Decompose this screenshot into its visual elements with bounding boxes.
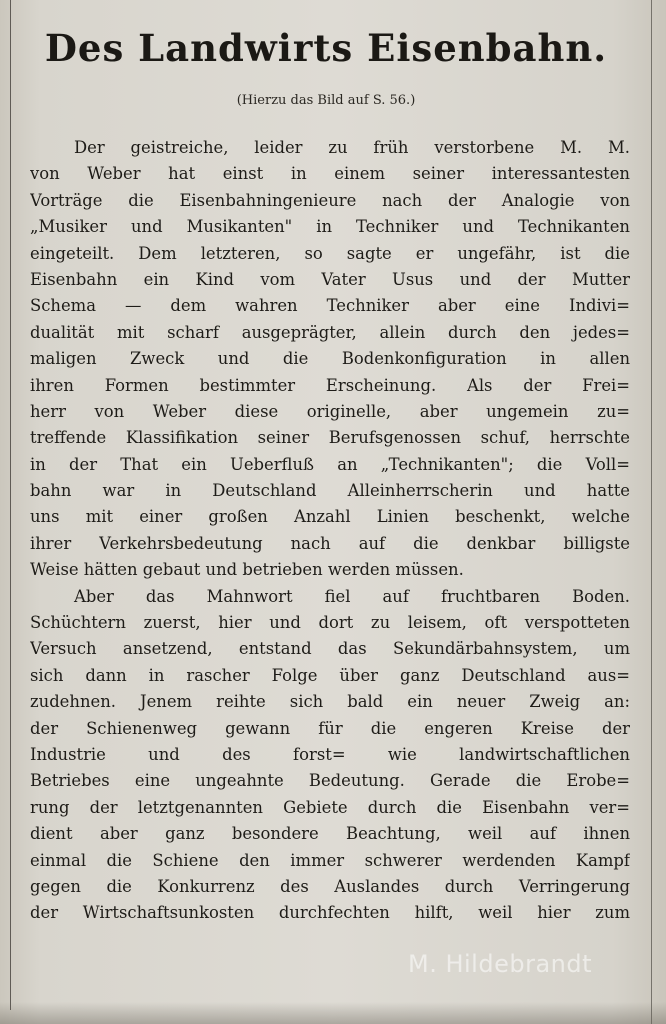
body-line: Aber das Mahnwort fiel auf fruchtbaren Boden. — [74, 586, 630, 606]
body-line: herr von Weber diese originelle, aber ungemein zu= — [30, 401, 630, 421]
body-line: der Schienenweg gewann für die engeren Kreise der — [30, 718, 630, 738]
body-line: Schema — dem wahren Techniker aber eine Indivi= — [30, 296, 630, 316]
body-line: dient aber ganz besondere Beachtung, weil auf ihnen — [30, 824, 630, 844]
body-line: Weise hätten gebaut und betrieben werden müssen. — [30, 560, 464, 580]
body-line: ihren Formen bestimmter Erscheinung. Als der Frei= — [30, 375, 630, 395]
article-title: Des Landwirts Eisenbahn. — [44, 26, 608, 70]
body-line: ihrer Verkehrsbedeutung nach auf die denkbar billigste — [30, 533, 630, 553]
body-line: Industrie und des forst= wie landwirtschaftlichen — [30, 744, 630, 764]
body-line: in der That ein Ueberfluß an „Technikanten"; die Voll= — [30, 454, 630, 474]
body-line: maligen Zweck und die Bodenkonfiguration in allen — [30, 349, 630, 369]
right-column-rule — [651, 0, 652, 1024]
body-line: eingeteilt. Dem letzteren, so sagte er ungefähr, ist die — [30, 243, 630, 263]
body-line: treffende Klassifikation seiner Berufsgenossen schuf, herrschte — [30, 428, 630, 448]
body-line: Vorträge die Eisenbahningenieure nach der Analogie von — [30, 190, 630, 210]
body-line: Der geistreiche, leider zu früh verstorbene M. M. — [74, 138, 630, 157]
body-line: sich dann in rascher Folge über ganz Deutschland aus= — [30, 665, 630, 685]
body-line: Versuch ansetzend, entstand das Sekundärbahnsystem, um — [30, 639, 630, 659]
body-line: zudehnen. Jenem reihte sich bald ein neuer Zweig an: — [30, 692, 630, 712]
body-line: uns mit einer großen Anzahl Linien beschenkt, welche — [30, 507, 630, 527]
body-line: von Weber hat einst in einem seiner interessantesten — [30, 164, 630, 184]
body-line: dualität mit scharf ausgeprägter, allein durch den jedes= — [30, 322, 630, 342]
body-line: gegen die Konkurrenz des Auslandes durch Verringerung — [30, 876, 630, 896]
left-column-rule — [10, 0, 11, 1010]
body-line: Eisenbahn ein Kind vom Vater Usus und der Mutter — [30, 269, 630, 289]
page-shadow — [0, 1002, 666, 1024]
article-body — [30, 135, 630, 927]
body-line: „Musiker und Musikanten" in Techniker und Technikanten — [30, 217, 630, 237]
photographer-watermark: M. Hildebrandt — [408, 950, 593, 978]
body-line: Schüchtern zuerst, hier und dort zu leisem, oft verspotteten — [30, 613, 630, 633]
body-line: der Wirtschaftsunkosten durchfechten hilft, weil hier zum — [30, 903, 630, 923]
body-line: rung der letztgenannten Gebiete durch die Eisenbahn ver= — [30, 797, 630, 817]
body-line: Betriebes eine ungeahnte Bedeutung. Gerade die Erobe= — [30, 771, 630, 791]
article-subtitle: (Hierzu das Bild auf S. 56.) — [236, 93, 416, 108]
body-line: einmal die Schiene den immer schwerer werdenden Kampf — [30, 850, 630, 870]
body-line: bahn war in Deutschland Alleinherrscherin und hatte — [30, 481, 630, 501]
